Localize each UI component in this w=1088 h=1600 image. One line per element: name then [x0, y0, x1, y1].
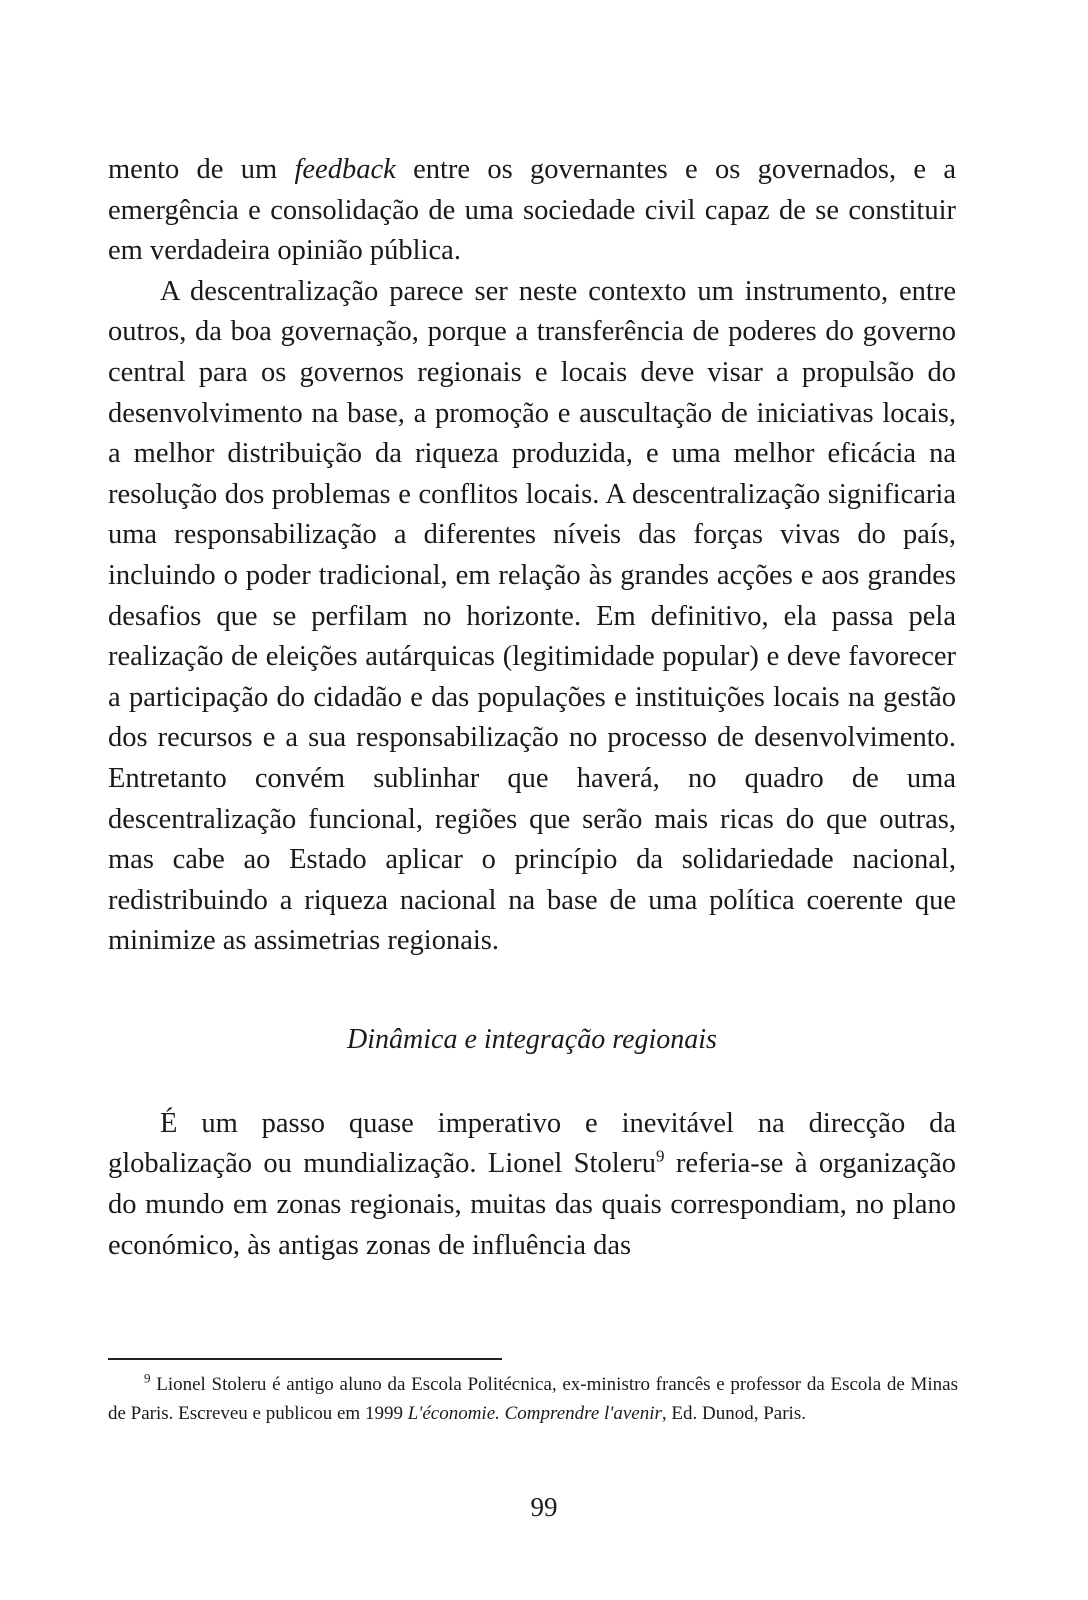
page-content — [108, 150, 956, 1266]
paragraph-3-text-end: referia-se à organização do mundo em zonas regionais, muitas das quais correspondiam, no plano económico, às antigas zonas de influência das — [108, 1148, 956, 1261]
footnote-book-title: L'économie. Comprendre l'avenir — [407, 1403, 662, 1424]
feedback-term: feedback — [294, 154, 396, 185]
footnote-reference[interactable]: 9 — [656, 1146, 665, 1166]
footnote-text-start: Lionel Stoleru é antigo aluno da Escola Politécnica, ex-ministro francês e professor da Escola de Minas de Paris. Escreveu e publicou em 1999 — [108, 1374, 958, 1424]
footnote-marker: 9 — [144, 1370, 151, 1386]
paragraph-1-text-end: entre os governantes e os governados, e a emergência e consolidação de uma sociedade civil capaz de se constituir em verdadeira opinião pública. — [108, 154, 957, 267]
footnote-indent — [108, 1374, 144, 1395]
paragraph-3-text-start: É um passo quase imperativo e inevitável na direcção da globalização ou mundialização. Lionel Stoleru — [108, 1107, 956, 1180]
paragraph-1-text-start: mento de um — [108, 154, 295, 185]
page-number: 99 — [530, 1492, 558, 1522]
section-title: Dinâmica e integração regionais — [347, 1023, 717, 1055]
paragraph-1 — [108, 150, 956, 272]
footnote — [108, 1370, 958, 1428]
footnote-text-end: , Ed. Dunod, Paris. — [661, 1403, 806, 1424]
paragraph-3 — [108, 1104, 956, 1266]
footnote-divider — [108, 1358, 502, 1360]
paragraph-2: A descentralização parece ser neste contexto um instrumento, entre outros, da boa governação, porque a transferência de poderes do governo central para os governos regionais e locais deve visar a propulsão do desenvolvimento na base, a promoção e auscultação de iniciativas locais, a melhor distribuição da riqueza produzida, e uma melhor eficácia na resolução dos problemas e conflitos locais. A descentralização significaria uma responsabilização a diferentes níveis das forças vivas do país, incluindo o poder tradicional, em relação às grandes acções e aos grandes desafios que se perfilam no horizonte. Em definitivo, ela passa pela realização de eleições autárquicas (legitimidade popular) e deve favorecer a participação do cidadão e das populações e instituições locais na gestão dos recursos e a sua responsabilização no processo de desenvolvimento. Entretanto convém sublinhar que haverá, no quadro de uma descentralização funcional, regiões que serão mais ricas do que outras, mas cabe ao Estado aplicar o princípio da solidariedade nacional, redistribuindo a riqueza nacional na base de uma política coerente que minimize as assimetrias regionais. — [108, 275, 956, 957]
